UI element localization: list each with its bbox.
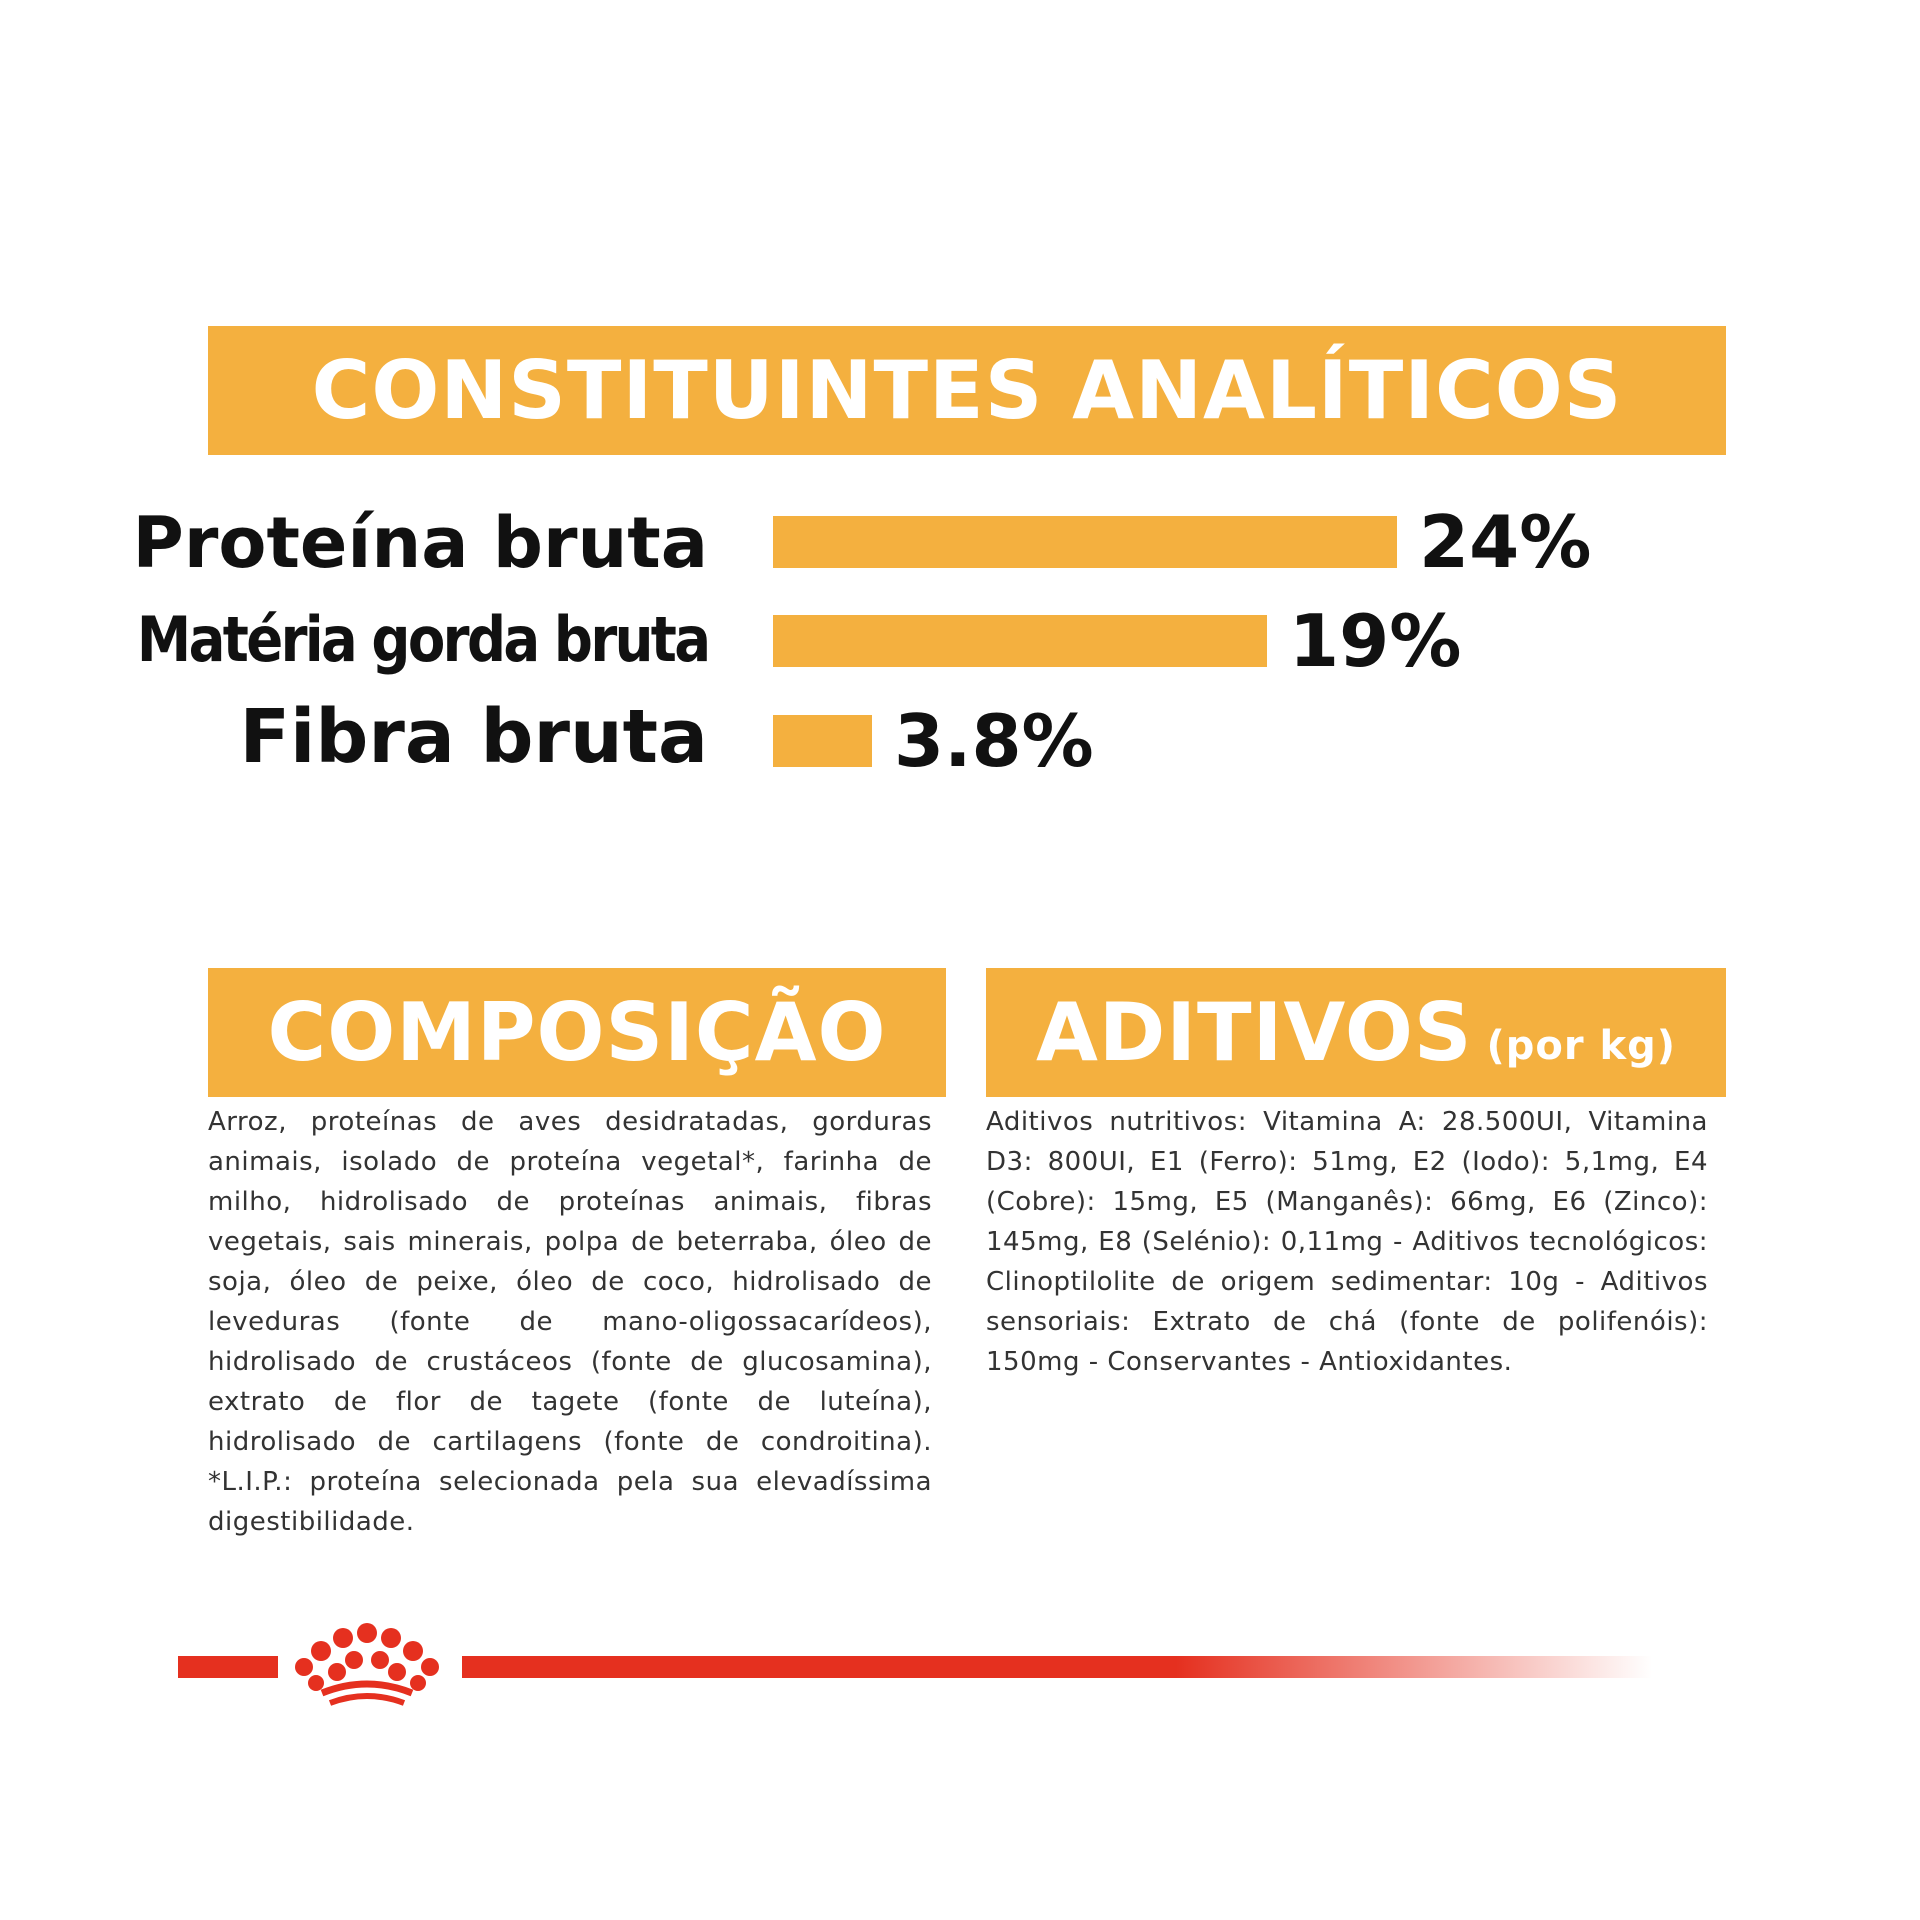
analytics-bar-fiber (773, 715, 872, 767)
analytics-title-banner (208, 326, 1726, 455)
brand-line-right (462, 1656, 1652, 1678)
analytics-title: CONSTITUINTES ANALÍTICOS (311, 344, 1623, 437)
analytics-label-protein: Proteína bruta (132, 502, 708, 584)
analytics-label-fiber: Fibra bruta (239, 694, 708, 780)
additives-title-banner (986, 968, 1726, 1097)
analytics-label-fat: Matéria gorda bruta (136, 603, 708, 676)
analytics-value-fat: 19% (1289, 599, 1462, 683)
analytics-value-fiber: 3.8% (894, 699, 1094, 783)
analytics-value-protein: 24% (1419, 500, 1592, 584)
additives-text: Aditivos nutritivos: Vitamina A: 28.500UI, Vitamina D3: 800UI, E1 (Ferro): 51mg, E2 (Iodo): 5,1mg, E4 (Cobre): 15mg, E5 (Manganês): 66mg, E6 (Zinco): 145mg, E8 (Selénio): 0,11mg - Aditivos tecnológicos: Clinoptilolite de origem sedimentar: 10g - Aditivos sensoriais: Extrato de chá (fonte de polifenóis): 150mg - Conservantes - Antioxidantes. (986, 1107, 1708, 1377)
brand-line-left (178, 1656, 278, 1678)
analytics-bar-protein (773, 516, 1397, 568)
composition-text: Arroz, proteínas de aves desidratadas, gorduras animais, isolado de proteína vegetal*, farinha de milho, hidrolisado de proteínas animais, fibras vegetais, sais minerais, polpa de beterraba, óleo de soja, óleo de peixe, óleo de coco, hidrolisado de leveduras (fonte de mano-oligossacarídeos), hidrolisado de crustáceos (fonte de glucosamina), extrato de flor de tagete (fonte de luteína), hidrolisado de cartilagens (fonte de condroitina). *L.I.P.: proteína selecionada pela sua elevadíssima digestibilidade. (208, 1107, 932, 1537)
analytics-bar-fat (773, 615, 1267, 667)
additives-title-suffix: (por kg) (1486, 1022, 1677, 1069)
additives-title: ADITIVOS (1035, 986, 1473, 1079)
royal-canin-crown-icon (282, 1615, 452, 1715)
composition-title-banner (208, 968, 946, 1097)
composition-title: COMPOSIÇÃO (267, 986, 887, 1079)
